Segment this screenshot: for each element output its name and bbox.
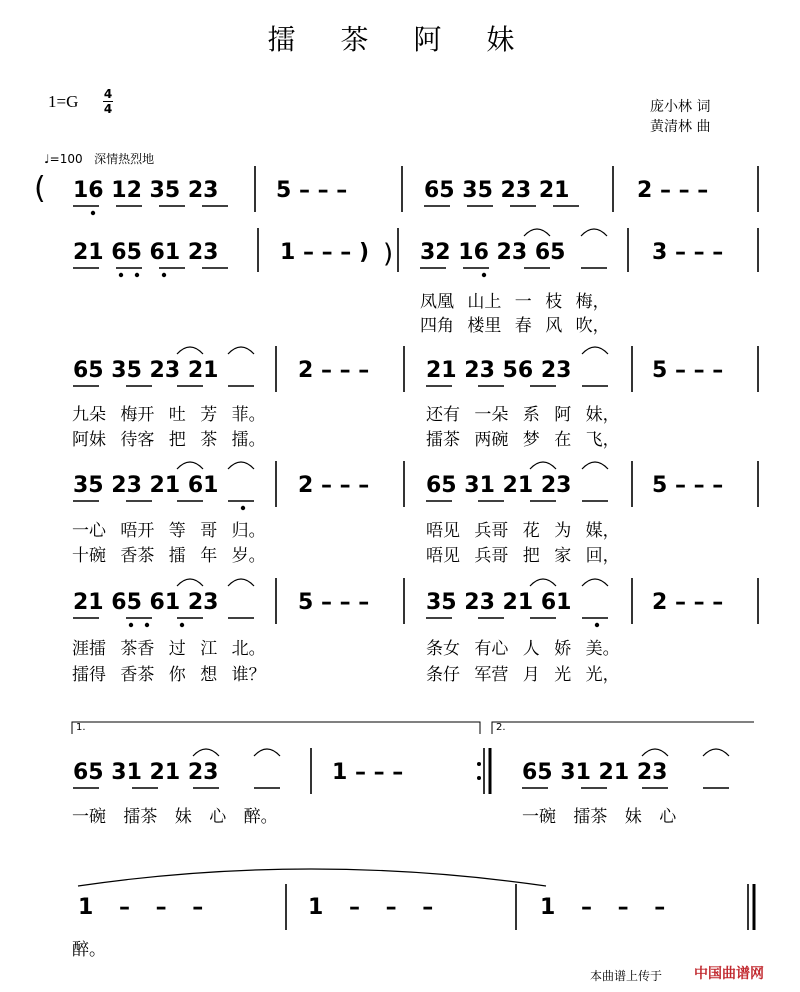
lyric-line: 唔见 兵哥 把 家 回，	[426, 546, 620, 566]
lyric-line: 醉。	[72, 940, 106, 960]
measure: 2 – – –	[652, 590, 724, 615]
barlines	[255, 166, 758, 930]
volta-two-label: 2.	[496, 722, 506, 733]
site-logo: 中国曲谱网	[694, 966, 764, 982]
measure: 21 23 56 23	[426, 358, 572, 383]
repeat-open-paren: (	[34, 171, 46, 206]
lyric-line: 阿妹 待客 把 茶 擂。	[72, 430, 266, 450]
tempo-value: ♩=100	[44, 152, 83, 166]
lyric-line: 一碗 擂茶 妹 心	[522, 807, 677, 827]
measure: 35 23 21 61	[73, 473, 219, 498]
page-title: 擂 茶 阿 妹	[267, 23, 533, 56]
lyric-line: 擂得 香茶 你 想 谁？	[72, 665, 266, 685]
lyric-line: 四角 楼里 春 风 吹，	[420, 316, 610, 336]
measure: 16 12 35 23	[73, 178, 219, 203]
lyric-line: 九朵 梅开 吐 芳 菲。	[72, 405, 266, 425]
composer-credit: 黄清林 曲	[650, 119, 711, 135]
octave-dots	[91, 211, 599, 627]
key-signature: 1=G	[48, 92, 79, 111]
measure: 65 31 21 23	[522, 760, 668, 785]
measure: 5 – – –	[652, 473, 724, 498]
measure: 65 31 21 23	[73, 760, 219, 785]
expression-marking: 深情热烈地	[94, 152, 155, 166]
measure: 1 – – –	[332, 760, 404, 785]
volta-brackets	[72, 722, 754, 734]
measure: 65 35 23 21	[424, 178, 570, 203]
measure: 3 – – –	[652, 240, 724, 265]
lyric-line: 唔见 兵哥 花 为 媒，	[426, 521, 620, 541]
beam-lines	[73, 206, 729, 788]
measure: 5 – – –	[276, 178, 348, 203]
lyric-line: 一碗 擂茶 妹 心 醉。	[72, 807, 278, 827]
measure: 21 65 61 23	[73, 590, 219, 615]
measure: 5 – – –	[652, 358, 724, 383]
volta-one-label: 1.	[76, 722, 86, 733]
measure: 32 16 23 65	[420, 240, 566, 265]
measure: 1 – – – )	[280, 240, 369, 265]
lyricist-credit: 庞小林 词	[650, 99, 711, 115]
measure: 2 – – –	[298, 473, 370, 498]
measure: 21 65 61 23	[73, 240, 219, 265]
measure: 65 31 21 23	[426, 473, 572, 498]
measure: 2 – – –	[298, 358, 370, 383]
measure: 35 23 21 61	[426, 590, 572, 615]
lyric-line: 凤凰 山上 一 枝 梅，	[420, 292, 610, 312]
time-signature-bottom: 4	[103, 102, 113, 116]
lyric-line: 条仔 军营 月 光 光，	[426, 665, 620, 685]
lyric-line: 擂茶 两碗 梦 在 飞，	[426, 430, 620, 450]
footer-text: 本曲谱上传于	[590, 969, 663, 983]
slurs	[78, 229, 729, 886]
lyric-line: 十碗 香茶 擂 年 岁。	[72, 546, 266, 566]
measure: 1 – – –	[540, 895, 666, 920]
lyric-line: 一心 唔开 等 哥 归。	[72, 521, 266, 541]
measure: 65 35 23 21	[73, 358, 219, 383]
measure: 2 – – –	[637, 178, 709, 203]
lyric-line: 还有 一朵 系 阿 妹，	[426, 405, 620, 425]
repeat-dots	[477, 762, 481, 780]
lyric-line: 涯擂 茶香 过 江 北。	[72, 639, 266, 659]
lyric-line: 条女 有心 人 娇 美。	[426, 639, 620, 659]
measure: 1 – – –	[308, 895, 434, 920]
measure: 1 – – –	[78, 895, 204, 920]
repeat-close-paren: )	[383, 239, 394, 269]
time-signature-top: 4	[103, 87, 113, 101]
measure: 5 – – –	[298, 590, 370, 615]
